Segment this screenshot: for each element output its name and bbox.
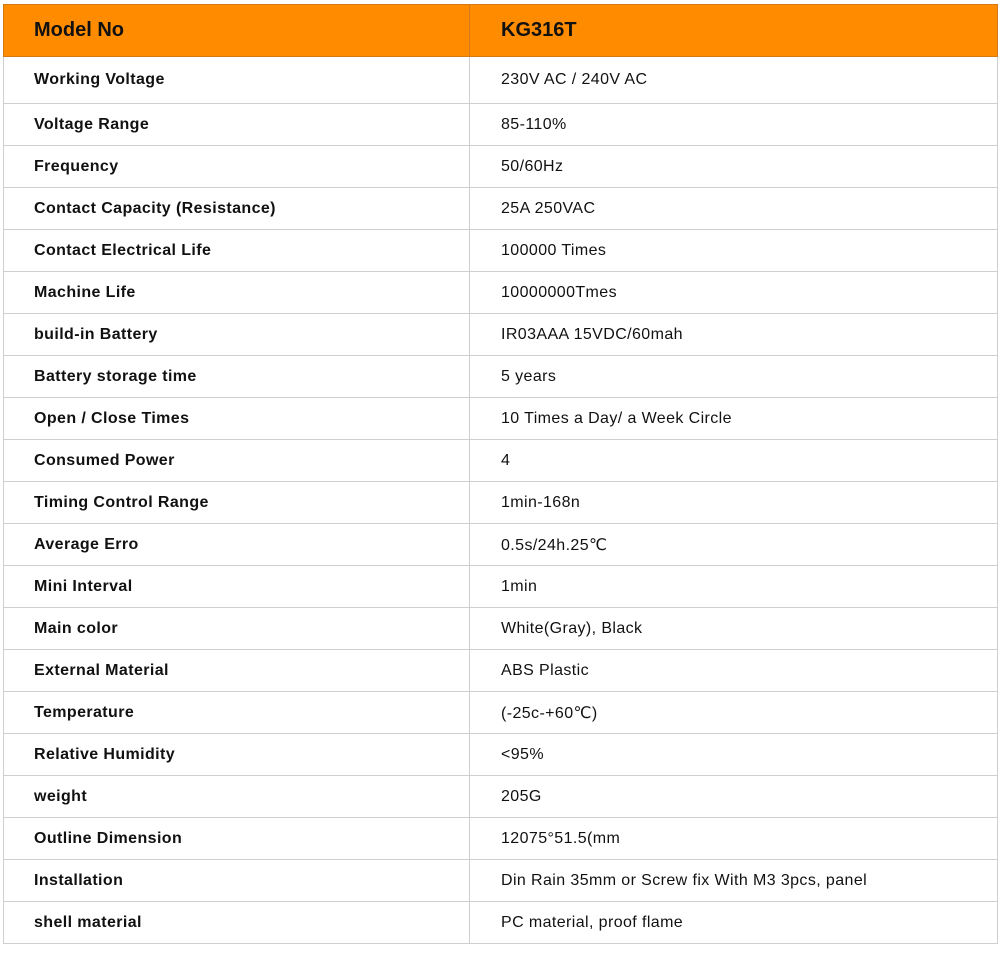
table-row (4, 356, 998, 398)
spec-label: Relative Humidity (4, 734, 470, 776)
spec-label: Contact Capacity (Resistance) (4, 188, 470, 230)
spec-value: ABS Plastic (470, 650, 998, 692)
table-row (4, 146, 998, 188)
spec-value: 230V AC / 240V AC (470, 57, 998, 104)
table-row (4, 57, 998, 104)
table-row (4, 188, 998, 230)
table-row (4, 692, 998, 734)
spec-value: 10 Times a Day/ a Week Circle (470, 398, 998, 440)
spec-label: build-in Battery (4, 314, 470, 356)
table-row (4, 314, 998, 356)
spec-label: Open / Close Times (4, 398, 470, 440)
spec-value: 5 years (470, 356, 998, 398)
spec-label: Consumed Power (4, 440, 470, 482)
spec-label: Frequency (4, 146, 470, 188)
spec-table (3, 4, 998, 944)
table-row (4, 272, 998, 314)
spec-value: 4 (470, 440, 998, 482)
spec-label: External Material (4, 650, 470, 692)
spec-label: shell material (4, 902, 470, 944)
spec-value: Din Rain 35mm or Screw fix With M3 3pcs, panel (470, 860, 998, 902)
spec-label: Mini Interval (4, 566, 470, 608)
spec-value: 100000 Times (470, 230, 998, 272)
spec-label: Outline Dimension (4, 818, 470, 860)
spec-value: White(Gray), Black (470, 608, 998, 650)
table-row (4, 818, 998, 860)
spec-value: (-25c-+60℃) (470, 692, 998, 734)
spec-value: 1min-168n (470, 482, 998, 524)
spec-label: Timing Control Range (4, 482, 470, 524)
spec-value: 0.5s/24h.25℃ (470, 524, 998, 566)
spec-label: weight (4, 776, 470, 818)
spec-value: PC material, proof flame (470, 902, 998, 944)
header-label: Model No (4, 5, 470, 57)
spec-value: 25A 250VAC (470, 188, 998, 230)
spec-table-header (4, 5, 998, 57)
table-row (4, 650, 998, 692)
spec-value: 205G (470, 776, 998, 818)
table-row (4, 482, 998, 524)
table-row (4, 902, 998, 944)
spec-label: Contact Electrical Life (4, 230, 470, 272)
table-row (4, 776, 998, 818)
table-row (4, 398, 998, 440)
spec-label: Voltage Range (4, 104, 470, 146)
spec-label: Working Voltage (4, 57, 470, 104)
spec-table-body (4, 57, 998, 944)
table-row (4, 104, 998, 146)
spec-label: Average Erro (4, 524, 470, 566)
spec-value: 1min (470, 566, 998, 608)
header-value: KG316T (470, 5, 998, 57)
spec-label: Machine Life (4, 272, 470, 314)
table-row (4, 734, 998, 776)
spec-value: <95% (470, 734, 998, 776)
spec-label: Temperature (4, 692, 470, 734)
spec-value: 10000000Tmes (470, 272, 998, 314)
table-row (4, 566, 998, 608)
table-row (4, 608, 998, 650)
spec-value: IR03AAA 15VDC/60mah (470, 314, 998, 356)
spec-label: Main color (4, 608, 470, 650)
spec-value: 85-110% (470, 104, 998, 146)
spec-value: 50/60Hz (470, 146, 998, 188)
header-row (4, 5, 998, 57)
table-row (4, 524, 998, 566)
spec-label: Battery storage time (4, 356, 470, 398)
table-row (4, 440, 998, 482)
table-row (4, 230, 998, 272)
spec-value: 12075°51.5(mm (470, 818, 998, 860)
spec-label: Installation (4, 860, 470, 902)
table-row (4, 860, 998, 902)
